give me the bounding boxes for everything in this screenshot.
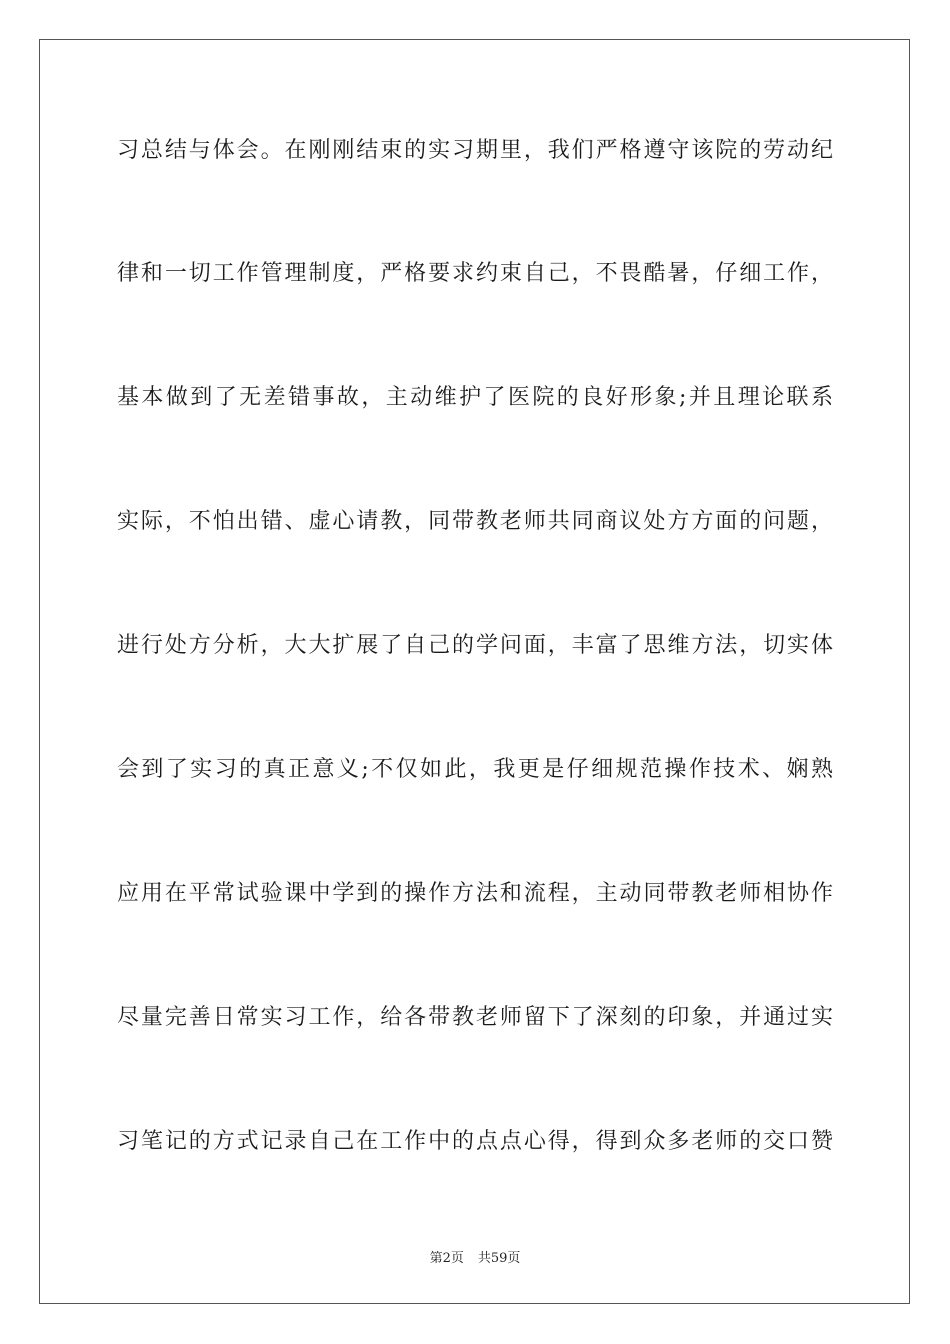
page-number: 第2页 bbox=[429, 1251, 464, 1266]
text-line-5: 进行处方分析，大大扩展了自己的学问面，丰富了思维方法，切实体 bbox=[117, 633, 833, 658]
text-line-3: 基本做到了无差错事故，主动维护了医院的良好形象;并且理论联系 bbox=[117, 385, 833, 410]
text-line-8: 尽量完善日常实习工作，给各带教老师留下了深刻的印象，并通过实 bbox=[117, 1005, 833, 1030]
text-line-1: 习总结与体会。在刚刚结束的实习期里，我们严格遵守该院的劳动纪 bbox=[117, 138, 833, 163]
page-frame bbox=[39, 39, 910, 1304]
text-line-6: 会到了实习的真正意义;不仅如此，我更是仔细规范操作技术、娴熟 bbox=[117, 757, 833, 782]
text-line-9: 习笔记的方式记录自己在工作中的点点心得，得到众多老师的交口赞 bbox=[117, 1129, 833, 1154]
page-footer bbox=[0, 1247, 950, 1266]
page-total: 共59页 bbox=[477, 1251, 521, 1266]
text-line-2: 律和一切工作管理制度，严格要求约束自己，不畏酷暑，仔细工作， bbox=[117, 261, 833, 286]
text-line-4: 实际，不怕出错、虚心请教，同带教老师共同商议处方方面的问题， bbox=[117, 509, 833, 534]
text-line-7: 应用在平常试验课中学到的操作方法和流程，主动同带教老师相协作 bbox=[117, 881, 833, 906]
